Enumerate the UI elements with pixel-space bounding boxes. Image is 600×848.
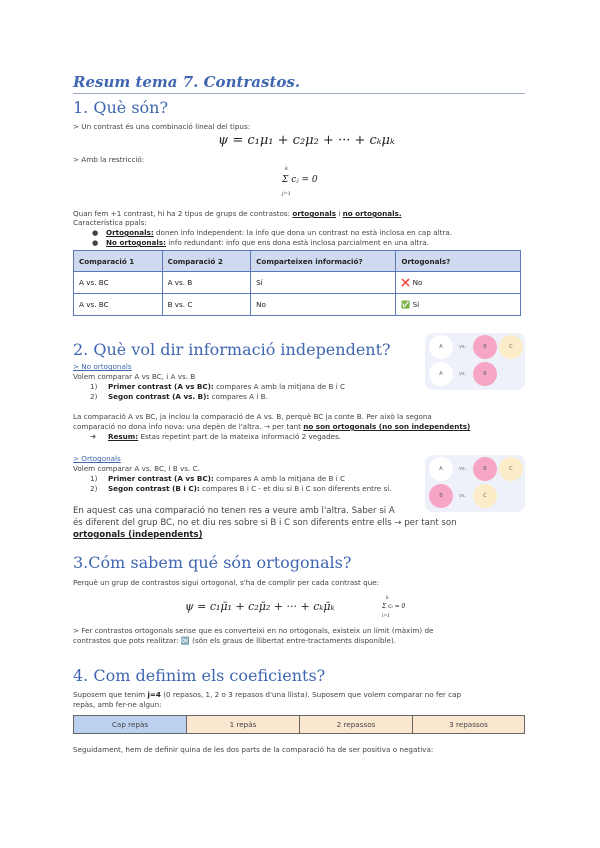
orto-intro: Volem comparar A vs. BC, i B vs. C. xyxy=(73,464,200,473)
para-text: (són els graus de llibertat entre-tractaments disponible). xyxy=(189,636,397,645)
group-cell-0: Cap repàs xyxy=(74,716,186,733)
table-header: Ortogonals? xyxy=(396,251,521,272)
group-b-chip: B xyxy=(473,362,497,386)
no-orto-item-2 xyxy=(90,392,268,402)
s1-types-no-orto: no ortogonals. xyxy=(342,209,402,218)
item-bold: Segon contrast (A vs. B): xyxy=(108,392,210,401)
document-title: Resum tema 7. Contrastos. xyxy=(73,73,301,91)
item-number: 2) xyxy=(90,484,98,493)
table-header-row xyxy=(74,251,521,272)
section-1-heading: 1. Què són? xyxy=(73,98,169,117)
orto-label: > Ortogonals xyxy=(73,454,121,463)
s3-sum-bottom: i=1 xyxy=(382,614,391,619)
bullet-term: Ortogonals: xyxy=(106,228,154,237)
s4-para-1 xyxy=(73,690,461,700)
s1-restriction-intro: > Amb la restricció: xyxy=(73,155,145,164)
section-3-heading: 3.Cóm sabem qué són ortogonals? xyxy=(73,553,352,572)
item-number: 1) xyxy=(90,382,98,391)
table-cell: ❌ No xyxy=(396,272,521,294)
para-text: (0 repasos, 1, 2 o 3 repasos d'una llista). Suposem que volem comparar no fer cap xyxy=(160,690,462,699)
table-cell: Sí xyxy=(251,272,396,294)
para-emphasis: no son ortogonals (no son independents) xyxy=(303,422,471,431)
group-c-chip: C xyxy=(499,457,523,481)
group-b-chip: B xyxy=(473,457,497,481)
group-c-chip: C xyxy=(499,335,523,359)
degrees-freedom-icon: 🆗 xyxy=(180,636,190,645)
s1-types-mid: i xyxy=(336,209,343,218)
table-header: Comparació 1 xyxy=(74,251,163,272)
s3-sum-top: k xyxy=(386,596,389,601)
table-row xyxy=(74,294,521,316)
group-cell-2: 2 repassos xyxy=(299,716,412,733)
item-text: compares A i B. xyxy=(209,392,268,401)
summary-text: Estas repetint part de la mateixa informació 2 vegades. xyxy=(138,432,342,441)
s4-para-3: Seguidament, hem de definir quina de les dos parts de la comparació ha de ser positiva o negativa: xyxy=(73,745,434,754)
orto-item-1 xyxy=(90,474,345,484)
s3-para-1: > Fer contrastos ortogonals sense que es converteixi en no ortogonals, existeix un límit (màxim) de xyxy=(73,626,434,635)
table-cell: No xyxy=(251,294,396,316)
s1-sum-top: k xyxy=(285,166,289,172)
s1-sum-bottom: j=1 xyxy=(282,191,291,197)
item-bold: Primer contrast (A vs BC): xyxy=(108,474,214,483)
s1-contrast-formula: ψ = c₁μ₁ + c₂μ₂ + ··· + cₖμₖ xyxy=(218,133,395,148)
vs-label: vs. xyxy=(459,371,467,377)
review-groups-bar xyxy=(73,715,525,734)
orto-para-3: ortogonals (independents) xyxy=(73,530,203,540)
s1-types-pre: Quan fem +1 contrast, hi ha 2 tipus de grups de contrastos: xyxy=(73,209,293,218)
s3-sum-formula: Σ cᵢ = 0 xyxy=(382,603,406,610)
item-number: 2) xyxy=(90,392,98,401)
no-orto-intro: Volem comparar A vs BC, i A vs. B xyxy=(73,372,196,381)
table-cell: A vs. BC xyxy=(74,294,163,316)
no-orto-item-1 xyxy=(90,382,345,392)
item-text: compares A amb la mitjana de B i C xyxy=(213,474,346,483)
group-a-chip: A xyxy=(429,457,453,481)
bullet-text: info redundant: info que ens dona està inclosa parcialment en una altra. xyxy=(165,238,429,247)
no-orto-para-1: La comparació A vs BC, ja inclou la comparació de A vs. B, perquè BC ja conte B. Per això la segona xyxy=(73,412,432,421)
group-cell-3: 3 repassos xyxy=(412,716,524,733)
vs-label: vs. xyxy=(459,344,467,350)
orto-para-2: és diferent del grup BC, no et diu res sobre si B i C son diferents entre ells → per tant son xyxy=(73,518,457,528)
group-a-chip: A xyxy=(429,362,453,386)
no-orto-summary xyxy=(90,432,341,442)
section-2-heading: 2. Què vol dir informació independent? xyxy=(73,340,391,359)
orto-item-2 xyxy=(90,484,392,494)
item-bold: Primer contrast (A vs BC): xyxy=(108,382,214,391)
no-orto-label: > No ortogonals xyxy=(73,362,132,371)
title-divider xyxy=(73,93,525,94)
item-bold: Segon contrast (B i C): xyxy=(108,484,200,493)
no-orto-groups-diagram xyxy=(425,333,525,390)
no-orto-para-2 xyxy=(73,422,470,432)
s1-restriction-formula: Σ cⱼ = 0 xyxy=(282,175,318,185)
table-cell: ✅ Sí xyxy=(396,294,521,316)
para-emphasis: j=4 xyxy=(147,690,161,699)
item-text: compares B i C - et diu si B i C son diferents entre si. xyxy=(199,484,392,493)
s3-intro: Perquè un grup de contrastos sigui ortogonal, s'ha de complir per cada contrast que: xyxy=(73,578,380,587)
s3-formula: ψ = c₁μ̄₁ + c₂μ̄₂ + ··· + cₖμ̄ₖ xyxy=(185,600,335,613)
orthogonality-table xyxy=(73,250,521,316)
orto-para-1: En aquest cas una comparació no tenen res a veure amb l'altra. Saber si A xyxy=(73,506,395,516)
vs-label: vs. xyxy=(459,466,467,472)
bullet-term: No ortogonals: xyxy=(106,238,166,247)
table-cell: A vs. B xyxy=(162,272,251,294)
para-text: comparació no dona info nova: una depèn de l'altra. → per tant xyxy=(73,422,304,431)
table-cell: B vs. C xyxy=(162,294,251,316)
group-b-chip: B xyxy=(429,484,453,508)
s3-para-2 xyxy=(73,636,396,646)
group-b-chip: B xyxy=(473,335,497,359)
item-text: compares A amb la mitjana de B i C xyxy=(213,382,346,391)
s1-features: Característica ppals: xyxy=(73,218,147,227)
vs-label: vs. xyxy=(459,493,467,499)
group-cell-1: 1 repàs xyxy=(186,716,299,733)
group-a-chip: A xyxy=(429,335,453,359)
s1-types-orto: ortogonals xyxy=(292,209,337,218)
s1-bullet-2 xyxy=(92,238,429,248)
summary-label: Resum: xyxy=(108,432,139,441)
para-text: contrastos que pots realitzar: xyxy=(73,636,181,645)
table-header: Comparteixen informació? xyxy=(251,251,396,272)
group-c-chip: C xyxy=(473,484,497,508)
section-4-heading: 4. Com definim els coeficients? xyxy=(73,666,326,685)
table-row xyxy=(74,272,521,294)
s4-para-2: repàs, amb fer-ne algun: xyxy=(73,700,162,709)
orto-groups-diagram xyxy=(425,455,525,512)
table-cell: A vs. BC xyxy=(74,272,163,294)
item-number: 1) xyxy=(90,474,98,483)
para-text: Suposem que tenim xyxy=(73,690,148,699)
s1-intro: > Un contrast és una combinació lineal del tipus: xyxy=(73,122,251,131)
bullet-text: donen info independent: la info que dona un contrast no està inclosa en cap altra. xyxy=(153,228,453,237)
table-header: Comparació 2 xyxy=(162,251,251,272)
bullet-dot: ● xyxy=(92,238,99,247)
s1-bullet-1 xyxy=(92,228,452,238)
arrow-icon: ➔ xyxy=(90,432,97,441)
bullet-dot: ● xyxy=(92,228,99,237)
